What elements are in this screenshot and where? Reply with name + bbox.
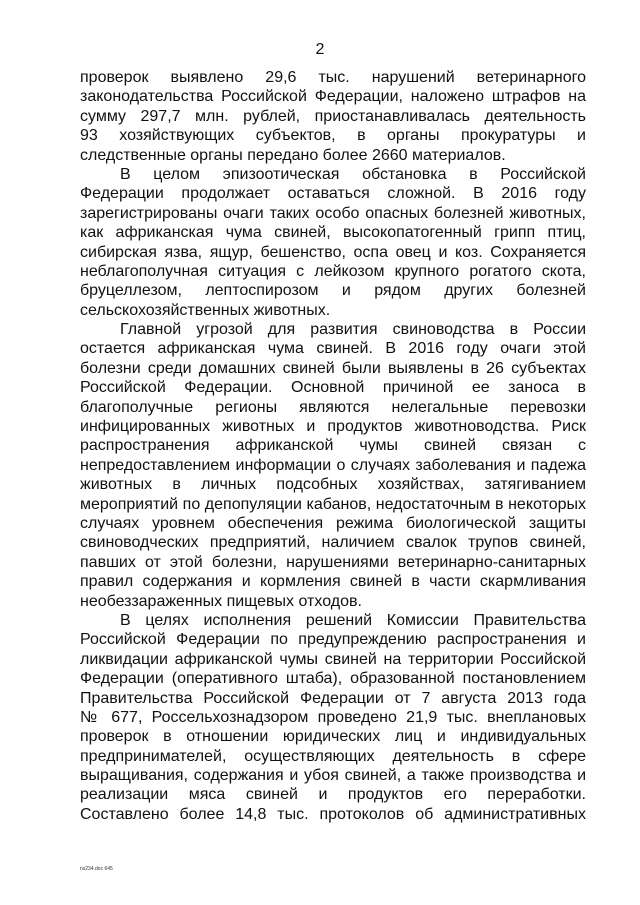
text-line: проверок выявлено 29,6 тыс. нарушений ветеринарного — [80, 69, 586, 86]
text-line: бруцеллезом, лептоспирозом и рядом других болезней — [80, 282, 586, 300]
text-line: случаях уровнем обеспечения режима биологической защиты — [80, 514, 586, 532]
paragraph — [80, 320, 586, 611]
text-line: животных в личных подсобных хозяйствах, затягиванием — [80, 476, 586, 494]
text-line: предпринимателей, осуществляющих деятельность в сфере — [80, 747, 586, 765]
text-line: проверок в отношении юридических лиц и индивидуальных — [80, 728, 586, 746]
text-line: болезни среди домашних свиней были выявлены в 26 субъектах — [80, 359, 586, 377]
text-line: Российской Федерации по предупреждению распространения и — [80, 631, 586, 649]
text-line: мероприятий по депопуляции кабанов, недостаточным в некоторых — [80, 495, 586, 513]
text-line: остается африканская чума свиней. В 2016 году очаги этой — [80, 340, 586, 358]
text-line: непредоставлением информации о случаях заболевания и падежа — [80, 456, 586, 474]
text-line: зарегистрированы очаги таких особо опасных болезней животных, — [80, 204, 586, 222]
text-line: необеззараженных пищевых отходов. — [80, 592, 362, 610]
text-line: ликвидации африканской чумы свиней на территории Российской — [80, 650, 586, 668]
text-line: законодательства Российской Федерации, наложено штрафов на — [80, 88, 586, 106]
paragraph — [80, 68, 586, 165]
text-line: распространения африканской чумы свиней связан с — [80, 437, 586, 455]
text-line: Составлено более 14,8 тыс. протоколов об административных — [80, 805, 586, 823]
text-line: № 677, Россельхознадзором проведено 21,9 тыс. внеплановых — [80, 708, 586, 726]
text-line: реализации мяса свиней и продуктов его переработки. — [80, 786, 586, 804]
text-line: неблагополучная ситуация с лейкозом крупного рогатого скота, — [80, 262, 586, 280]
text-line: как африканская чума свиней, высокопатогенный грипп птиц, — [80, 224, 586, 242]
text-line: благополучные регионы являются нелегальные перевозки — [80, 398, 586, 416]
text-line: свиноводческих предприятий, наличием свалок трупов свиней, — [80, 534, 586, 552]
footer-doc-id: ns234.doc 645 — [80, 866, 113, 872]
body-text — [80, 68, 586, 824]
text-line: сельскохозяйственных животных. — [80, 301, 331, 319]
text-line: следственные органы передано более 2660 материалов. — [80, 146, 506, 164]
paragraph — [80, 611, 586, 824]
text-line: инфицированных животных и продуктов животноводства. Риск — [80, 418, 586, 436]
text-line: Правительства Российской Федерации от 7 августа 2013 года — [80, 689, 586, 707]
text-line: Российской Федерации. Основной причиной ее заноса в — [80, 379, 586, 397]
text-line: правил содержания и кормления свиней в части скармливания — [80, 573, 586, 591]
text-line: павших от этой болезни, нарушениями ветеринарно-санитарных — [80, 553, 586, 571]
text-line: сумму 297,7 млн. рублей, приостанавливалась деятельность — [80, 107, 586, 125]
page-number: 2 — [315, 41, 325, 58]
paragraph — [80, 165, 586, 320]
text-line: В целях исполнения решений Комиссии Правительства — [120, 611, 586, 629]
text-line: Федерации продолжает оставаться сложной. В 2016 году — [80, 185, 586, 203]
text-line: сибирская язва, ящур, бешенство, оспа овец и коз. Сохраняется — [80, 243, 586, 261]
text-line: выращивания, содержания и убоя свиней, а также производства и — [80, 767, 586, 785]
text-line: 93 хозяйствующих субъектов, в органы прокуратуры и — [80, 127, 586, 145]
text-line: Главной угрозой для развития свиноводства в России — [120, 321, 586, 339]
text-line: Федерации (оперативного штаба), образованной постановлением — [80, 670, 586, 688]
text-line: В целом эпизоотическая обстановка в Российской — [120, 165, 586, 183]
